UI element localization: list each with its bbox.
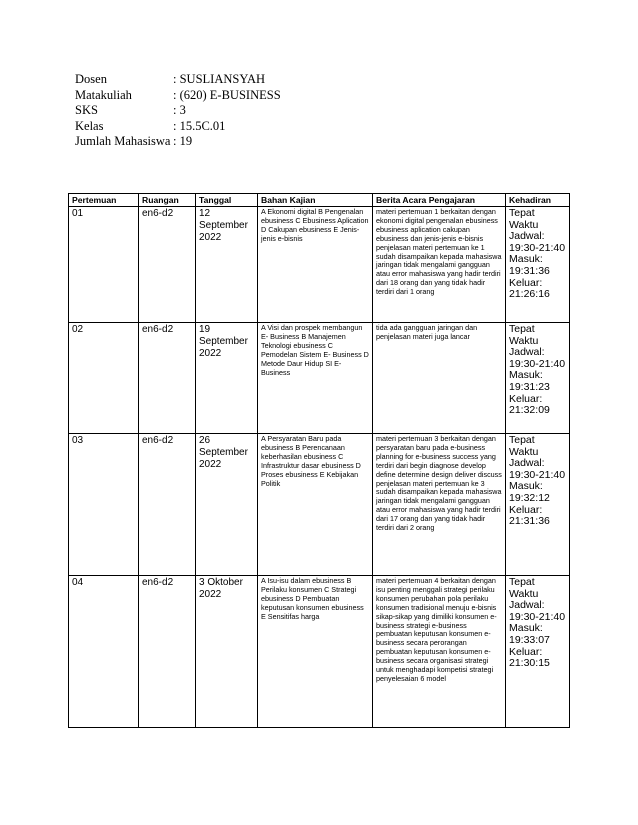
header-kehadiran: Kehadiran	[506, 194, 570, 207]
table-row	[69, 576, 570, 728]
info-value: : 19	[173, 134, 193, 148]
cell-ruangan: en6-d2	[139, 434, 196, 576]
header-berita-acara: Berita Acara Pengajaran	[373, 194, 506, 207]
cell-tanggal: 12 September 2022	[196, 207, 258, 323]
info-value: : 3	[173, 103, 186, 117]
info-label: SKS	[75, 103, 98, 117]
header-ruangan: Ruangan	[139, 194, 196, 207]
info-row-dosen	[75, 72, 281, 88]
cell-kehadiran: Tepat Waktu Jadwal: 19:30-21:40 Masuk: 19:33:07 Keluar: 21:30:15	[506, 576, 570, 728]
cell-pertemuan: 04	[69, 576, 139, 728]
cell-berita-acara: materi pertemuan 3 berkaitan dengan persyaratan baru pada e-business planning for e-business success yang terdiri dari begin diagnose develop define determine design deliver discuss penjelasan materi pertemuan ke 3 sudah disampaikan kepada mahasiswa jaringan tidak mengalami gangguan atau error mahasiswa yang hadir terdiri dari 17 orang dan yang tidak hadir terdiri dari 2 orang	[373, 434, 506, 576]
cell-tanggal: 19 September 2022	[196, 323, 258, 434]
cell-ruangan: en6-d2	[139, 576, 196, 728]
cell-pertemuan: 01	[69, 207, 139, 323]
table-row	[69, 207, 570, 323]
cell-ruangan: en6-d2	[139, 207, 196, 323]
table-row	[69, 434, 570, 576]
cell-bahan-kajian: A Isu-isu dalam ebusiness B Perilaku konsumen C Strategi ebusiness D Pembuatan keputusan konsumen ebusiness E Sensitifas harga	[258, 576, 373, 728]
info-label: Matakuliah	[75, 87, 132, 102]
header-tanggal: Tanggal	[196, 194, 258, 207]
cell-bahan-kajian: A Visi dan prospek membangun E- Business B Manajemen Teknologi ebusiness C Pemodelan Sistem E- Business D Metode Daur Hidup SI E-Business	[258, 323, 373, 434]
cell-tanggal: 26 September 2022	[196, 434, 258, 576]
cell-kehadiran: Tepat Waktu Jadwal: 19:30-21:40 Masuk: 19:31:23 Keluar: 21:32:09	[506, 323, 570, 434]
info-value: : SUSLIANSYAH	[173, 72, 266, 86]
cell-bahan-kajian: A Ekonomi digital B Pengenalan ebusiness C Ebusiness Aplication D Cakupan ebusiness E Jenis-jenis e-bisnis	[258, 207, 373, 323]
info-label: Kelas	[75, 118, 104, 133]
info-label: Jumlah Mahasiswa	[75, 134, 171, 148]
cell-berita-acara: materi pertemuan 1 berkaitan dengan ekonomi digital pengenalan ebusiness ebusiness aplication cakupan ebusiness dan jenis-jenis e-bisnis penjelasan materi pertemuan ke 1 sudah disampaikan kepada mahasiswa jaringan tidak mengalami gangguan atau error mahasiswa yang hadir terdiri dari 18 orang dan yang tidak hadir terdiri dari 1 orang	[373, 207, 506, 323]
info-row-sks	[75, 103, 281, 119]
cell-bahan-kajian: A Persyaratan Baru pada ebusiness B Perencanaan keberhasilan ebusiness C Infrastruktur dasar ebusiness D Proses ebusiness E Kebijakan Politik	[258, 434, 373, 576]
info-row-jumlah-mahasiswa	[75, 134, 281, 150]
cell-berita-acara: tida ada gangguan jaringan dan penjelasan materi juga lancar	[373, 323, 506, 434]
cell-kehadiran: Tepat Waktu Jadwal: 19:30-21:40 Masuk: 19:32:12 Keluar: 21:31:36	[506, 434, 570, 576]
cell-pertemuan: 03	[69, 434, 139, 576]
course-info	[75, 72, 281, 150]
info-row-kelas	[75, 119, 281, 135]
cell-pertemuan: 02	[69, 323, 139, 434]
cell-kehadiran: Tepat Waktu Jadwal: 19:30-21:40 Masuk: 19:31:36 Keluar: 21:26:16	[506, 207, 570, 323]
cell-berita-acara: materi pertemuan 4 berkaitan dengan isu penting menggali strategi perilaku konsumen perubahan pola perilaku konsumen tradisional menuju e-bisnis sikap-sikap yang dimiliki konsumen e-business strategi e-business pembuatan keputusan konsumen e-business secara perorangan pembuatan keputusan konsumen e-business secara organisasi strategi untuk menghadapi kompetisi strategi penyelesaian 6 model	[373, 576, 506, 728]
cell-ruangan: en6-d2	[139, 323, 196, 434]
attendance-table	[68, 193, 570, 728]
info-value: : (620) E-BUSINESS	[173, 87, 281, 102]
cell-tanggal: 3 Oktober 2022	[196, 576, 258, 728]
info-label: Dosen	[75, 72, 107, 86]
header-pertemuan: Pertemuan	[69, 194, 139, 207]
info-row-matakuliah	[75, 88, 281, 104]
info-value: : 15.5C.01	[173, 118, 226, 133]
header-bahan-kajian: Bahan Kajian	[258, 194, 373, 207]
table-row	[69, 323, 570, 434]
table-header-row	[69, 194, 570, 207]
